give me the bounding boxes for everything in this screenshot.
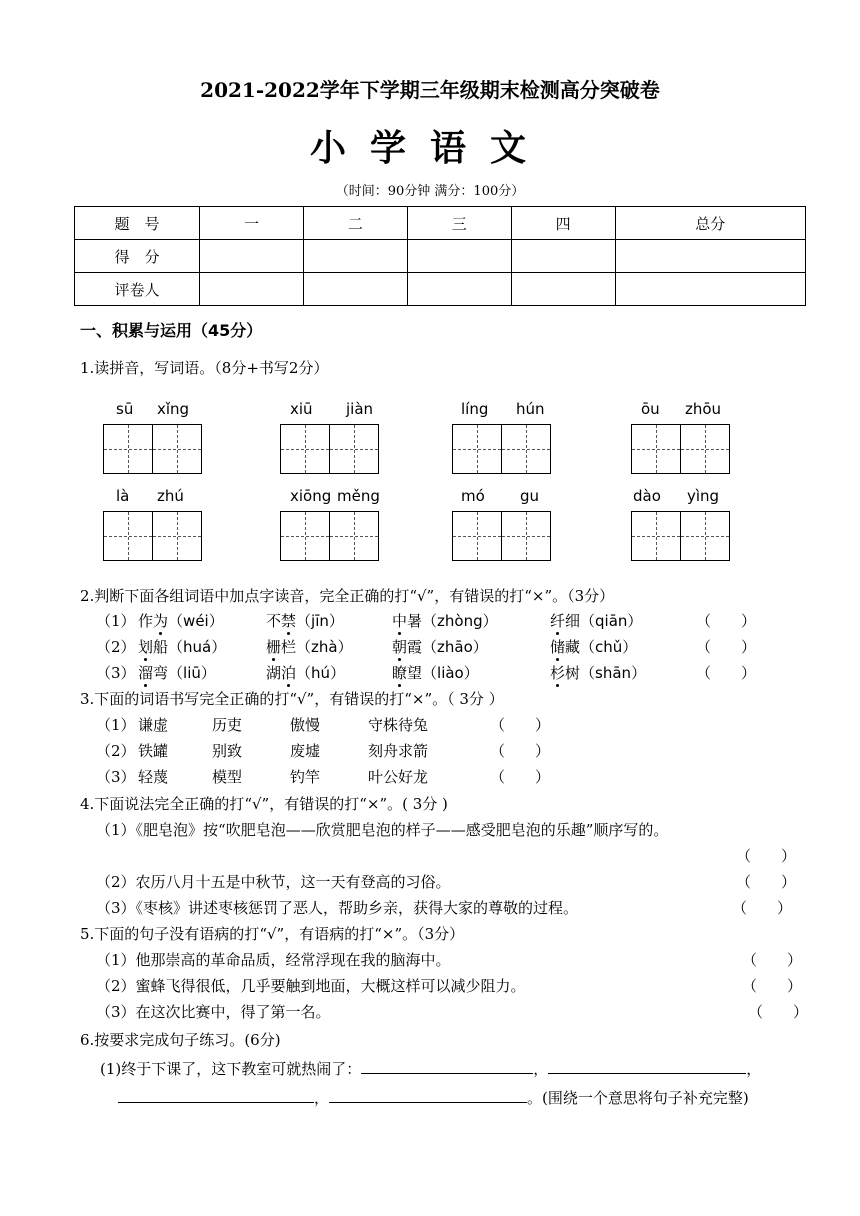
pronunciation-item: 纤细（qiān） <box>550 612 643 630</box>
word-item: 铁罐 <box>138 742 169 760</box>
row-number: （1） <box>96 716 136 734</box>
grader-cell[interactable] <box>407 273 511 306</box>
question-4-title: 4.下面说法完全正确的打“√”，有错误的打“×”。( 3分 ) <box>80 795 448 813</box>
word-item: 别致 <box>212 742 243 760</box>
pinyin: ōu <box>641 400 660 418</box>
dotted-char: 栅 <box>266 638 282 656</box>
pinyin: měng <box>337 487 380 505</box>
pronunciation-item: 溜弯（liū） <box>138 664 216 682</box>
table-header-cell: 三 <box>407 207 511 240</box>
statement-item: （2）农历八月十五是中秋节，这一天有登高的习俗。 <box>96 873 451 891</box>
score-row <box>75 240 806 273</box>
table-header-cell: 题 号 <box>75 207 200 240</box>
dotted-char: 瞭 <box>392 664 408 682</box>
score-table-header-row <box>75 207 806 240</box>
word-item: 叶公好龙 <box>368 768 429 786</box>
pronunciation-item: 作为（wéi） <box>138 612 224 630</box>
word-item: 轻蔑 <box>138 768 169 786</box>
score-cell[interactable] <box>511 240 615 273</box>
word-item: 刻舟求箭 <box>368 742 429 760</box>
comma: ， <box>746 1060 762 1078</box>
pinyin: zhà <box>311 638 338 656</box>
grader-cell[interactable] <box>200 273 304 306</box>
grader-cell[interactable] <box>303 273 407 306</box>
score-cell[interactable] <box>200 240 304 273</box>
word-item: 历吏 <box>212 716 243 734</box>
pronunciation-item: 划船（huá） <box>138 638 227 656</box>
writing-grid[interactable] <box>103 511 202 561</box>
pinyin: mó <box>461 487 485 505</box>
answer-paren[interactable]: （ ） <box>732 899 793 917</box>
dotted-char: 划 <box>138 638 154 656</box>
sentence-item: （1）他那崇高的革命品质，经常浮现在我的脑海中。 <box>96 951 451 969</box>
row-number: （1） <box>96 612 136 630</box>
answer-paren[interactable]: （ ） <box>748 1003 809 1021</box>
dotted-char: 溜 <box>138 664 154 682</box>
dotted-char: 储 <box>550 638 566 656</box>
answer-blank[interactable] <box>329 1102 527 1103</box>
word-item: 废墟 <box>290 742 321 760</box>
score-cell[interactable] <box>407 240 511 273</box>
pinyin: yìng <box>687 487 720 505</box>
table-header-cell: 四 <box>511 207 615 240</box>
subject-title: 小学语文 <box>309 127 550 169</box>
question-1-title: 1.读拼音，写词语。（8分+书写2分） <box>80 359 329 377</box>
pinyin: shān <box>595 664 632 682</box>
answer-paren[interactable]: （ ） <box>696 638 757 656</box>
score-table <box>74 206 806 306</box>
writing-grid[interactable] <box>280 511 379 561</box>
pinyin: xiū <box>290 400 313 418</box>
pronunciation-item: 中暑（zhòng） <box>392 612 498 630</box>
pronunciation-item: 杉树（shān） <box>550 664 647 682</box>
pinyin: zhòng <box>437 612 483 630</box>
pinyin: hún <box>516 400 545 418</box>
pinyin: gu <box>520 487 540 505</box>
sentence-prompt <box>100 1058 761 1079</box>
pinyin: zhú <box>157 487 184 505</box>
sentence-end: 。(围绕一个意思将句子补充完整) <box>527 1089 749 1107</box>
score-cell[interactable] <box>615 240 805 273</box>
pinyin: là <box>116 487 130 505</box>
sentence-item: （3）在这次比赛中，得了第一名。 <box>96 1003 331 1021</box>
dotted-char: 泊 <box>281 664 297 682</box>
sentence-continuation <box>118 1087 749 1108</box>
word-item: 模型 <box>212 768 243 786</box>
answer-blank[interactable] <box>361 1073 533 1074</box>
row-label: 评卷人 <box>75 273 200 306</box>
pinyin: qiān <box>595 612 628 630</box>
answer-paren[interactable]: （ ） <box>736 847 797 865</box>
answer-paren[interactable]: （ ） <box>490 742 551 760</box>
sentence-item: （2）蜜蜂飞得很低，几乎要触到地面，大概这样可以减少阻力。 <box>96 977 526 995</box>
answer-blank[interactable] <box>548 1073 746 1074</box>
table-header-cell: 总分 <box>615 207 805 240</box>
pinyin: xǐng <box>157 400 190 418</box>
pinyin: jiàn <box>346 400 374 418</box>
row-number: （2） <box>96 742 136 760</box>
writing-grid[interactable] <box>452 424 551 474</box>
pronunciation-item: 栅栏（zhà） <box>266 638 353 656</box>
pronunciation-item: 湖泊（hú） <box>266 664 346 682</box>
statement-item: （1）《肥皂泡》按“吹肥皂泡——欣赏肥皂泡的样子——感受肥皂泡的乐趣”顺序写的。 <box>96 821 669 839</box>
grader-row <box>75 273 806 306</box>
row-number: （3） <box>96 664 136 682</box>
word-item: 钓竿 <box>290 768 321 786</box>
pinyin: hú <box>311 664 331 682</box>
row-number: （3） <box>96 768 136 786</box>
score-cell[interactable] <box>303 240 407 273</box>
pinyin: líng <box>461 400 489 418</box>
answer-paren[interactable]: （ ） <box>736 873 797 891</box>
answer-paren[interactable]: （ ） <box>696 612 757 630</box>
section-title: 一、积累与运用（45分） <box>80 321 263 340</box>
answer-paren[interactable]: （ ） <box>696 664 757 682</box>
pinyin: xiōng <box>290 487 332 505</box>
pinyin: chǔ <box>595 638 623 656</box>
dotted-char: 杉 <box>550 664 566 682</box>
comma: ， <box>533 1060 549 1078</box>
pinyin: jīn <box>311 612 329 630</box>
time-info: （时间：90分钟 满分：100分） <box>335 184 525 199</box>
sentence-prefix: (1)终于下课了，这下教室可就热闹了： <box>100 1060 362 1078</box>
pronunciation-item: 朝霞（zhāo） <box>392 638 488 656</box>
row-number: （2） <box>96 638 136 656</box>
pinyin: huá <box>183 638 212 656</box>
dotted-char: 朝 <box>392 638 408 656</box>
word-item: 傲慢 <box>290 716 321 734</box>
row-label: 得 分 <box>75 240 200 273</box>
pinyin: dào <box>633 487 661 505</box>
writing-grid[interactable] <box>631 511 730 561</box>
pinyin: zhōu <box>685 400 722 418</box>
table-header-cell: 一 <box>200 207 304 240</box>
dotted-char: 中 <box>392 612 408 630</box>
dotted-char: 禁 <box>281 612 297 630</box>
question-2-title: 2.判断下面各组词语中加点字读音，完全正确的打“√”，有错误的打“×”。（3分） <box>80 587 615 605</box>
answer-paren[interactable]: （ ） <box>742 951 803 969</box>
question-3-title: 3.下面的词语书写完全正确的打“√”，有错误的打“×”。（ 3分 ） <box>80 690 504 708</box>
answer-paren[interactable]: （ ） <box>742 977 803 995</box>
grader-cell[interactable] <box>511 273 615 306</box>
grader-cell[interactable] <box>615 273 805 306</box>
comma: ， <box>314 1089 330 1107</box>
pinyin: liào <box>437 664 464 682</box>
question-5-title: 5.下面的句子没有语病的打“√”，有语病的打“×”。（3分） <box>80 925 465 943</box>
pinyin: sū <box>116 400 134 418</box>
writing-grid[interactable] <box>280 424 379 474</box>
pronunciation-item: 储藏（chǔ） <box>550 638 638 656</box>
dotted-char: 为 <box>153 612 169 630</box>
answer-paren[interactable]: （ ） <box>490 768 551 786</box>
writing-grid[interactable] <box>631 424 730 474</box>
dotted-char: 纤 <box>550 612 566 630</box>
pronunciation-item: 不禁（jīn） <box>266 612 344 630</box>
question-6-title: 6.按要求完成句子练习。(6分) <box>80 1031 281 1049</box>
exam-title: 2021-2022学年下学期三年级期末检测高分突破卷 <box>200 78 660 102</box>
answer-blank[interactable] <box>118 1102 314 1103</box>
pinyin: wéi <box>183 612 209 630</box>
pinyin: zhāo <box>437 638 473 656</box>
table-header-cell: 二 <box>303 207 407 240</box>
writing-grid[interactable] <box>452 511 551 561</box>
writing-grid[interactable] <box>103 424 202 474</box>
word-item: 守株待兔 <box>368 716 429 734</box>
pinyin: liū <box>183 664 201 682</box>
answer-paren[interactable]: （ ） <box>490 716 551 734</box>
statement-item: （3）《枣核》讲述枣核惩罚了恶人，帮助乡亲，获得大家的尊敬的过程。 <box>96 899 579 917</box>
pronunciation-item: 瞭望（liào） <box>392 664 479 682</box>
word-item: 谦虚 <box>138 716 169 734</box>
